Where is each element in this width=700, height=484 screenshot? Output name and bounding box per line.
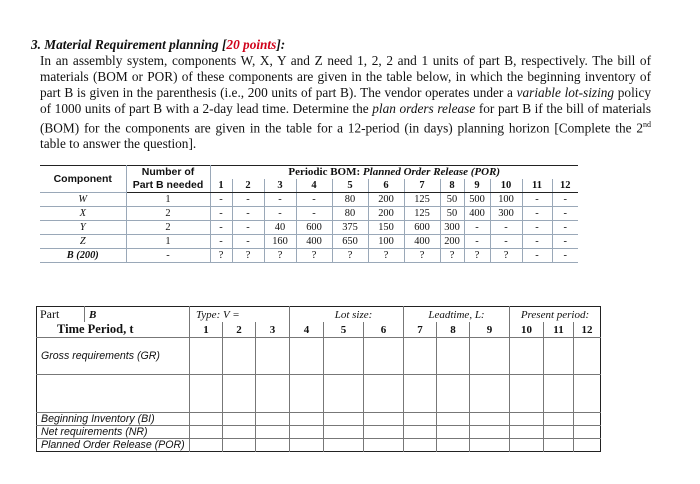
plan-cell[interactable] <box>404 338 437 375</box>
plan-cell[interactable] <box>404 439 437 452</box>
bom-cell: 40 <box>264 221 296 235</box>
plan-cell[interactable] <box>574 413 601 426</box>
bom-cell: - <box>296 193 332 207</box>
bom-cell: 125 <box>404 207 440 221</box>
part-label: Part <box>40 307 60 321</box>
plan-cell[interactable] <box>223 439 256 452</box>
plan-cell[interactable] <box>544 413 574 426</box>
bom-cell: - <box>232 193 264 207</box>
plan-period-header: 5 <box>324 322 364 338</box>
bom-cell: 125 <box>404 193 440 207</box>
plan-cell[interactable] <box>437 439 470 452</box>
bom-row <box>40 235 578 249</box>
bom-period-header: 11 <box>522 179 552 193</box>
bom-cell: 400 <box>296 235 332 249</box>
bom-cell: - <box>552 221 578 235</box>
bom-cell: - <box>522 193 552 207</box>
plan-period-header: 1 <box>190 322 223 338</box>
plan-period-header: 3 <box>256 322 290 338</box>
bom-cell: - <box>552 193 578 207</box>
bom-header-component: Component <box>40 166 126 193</box>
planning-table <box>36 306 601 452</box>
plan-cell[interactable] <box>364 439 404 452</box>
bom-need: 1 <box>126 235 210 249</box>
plan-cell[interactable] <box>470 439 510 452</box>
plan-period-header: 8 <box>437 322 470 338</box>
plan-cell[interactable] <box>364 426 404 439</box>
plan-cell[interactable] <box>256 375 290 413</box>
plan-cell[interactable] <box>190 375 223 413</box>
plan-cell[interactable] <box>364 375 404 413</box>
bom-cell: 50 <box>440 193 464 207</box>
bom-row <box>40 249 578 263</box>
plan-cell[interactable] <box>470 375 510 413</box>
plan-cell[interactable] <box>404 426 437 439</box>
planned-order-release-label: Planned Order Release (POR) <box>37 439 190 452</box>
points-label: 20 points <box>226 37 277 52</box>
bom-cell: - <box>210 221 232 235</box>
plan-cell[interactable] <box>290 338 324 375</box>
bom-period-header: 12 <box>552 179 578 193</box>
bom-cell: 160 <box>264 235 296 249</box>
bom-cell: ? <box>368 249 404 263</box>
plan-cell[interactable] <box>470 413 510 426</box>
bom-cell: ? <box>210 249 232 263</box>
bom-cell: ? <box>264 249 296 263</box>
bom-table <box>40 165 578 263</box>
bom-row <box>40 193 578 207</box>
bom-cell: - <box>232 235 264 249</box>
plan-cell[interactable] <box>223 375 256 413</box>
bom-cell: 600 <box>404 221 440 235</box>
plan-cell[interactable] <box>470 338 510 375</box>
bom-cell: - <box>464 235 490 249</box>
plan-cell[interactable] <box>223 413 256 426</box>
plan-cell[interactable] <box>223 426 256 439</box>
plan-cell[interactable] <box>437 413 470 426</box>
plan-cell[interactable] <box>223 338 256 375</box>
plan-cell[interactable] <box>510 338 544 375</box>
plan-cell[interactable] <box>256 413 290 426</box>
bom-cell: 80 <box>332 207 368 221</box>
leadtime-label: Leadtime, L: <box>404 307 510 323</box>
plan-cell[interactable] <box>574 338 601 375</box>
plan-cell[interactable] <box>290 426 324 439</box>
plan-period-header: 7 <box>404 322 437 338</box>
bom-cell: ? <box>296 249 332 263</box>
bom-cell: - <box>210 235 232 249</box>
bom-cell: - <box>232 221 264 235</box>
bom-cell: 500 <box>464 193 490 207</box>
plan-cell[interactable] <box>190 426 223 439</box>
plan-cell[interactable] <box>510 413 544 426</box>
bom-cell: 50 <box>440 207 464 221</box>
plan-period-header: 2 <box>223 322 256 338</box>
bom-period-header: 10 <box>490 179 522 193</box>
bom-period-header: 9 <box>464 179 490 193</box>
bom-cell: 300 <box>440 221 464 235</box>
bom-period-header: 8 <box>440 179 464 193</box>
bom-need: 2 <box>126 221 210 235</box>
plan-cell[interactable] <box>290 439 324 452</box>
bom-row <box>40 207 578 221</box>
time-period-label: Time Period, t <box>57 322 134 336</box>
bom-need: - <box>126 249 210 263</box>
bom-period-header: 2 <box>232 179 264 193</box>
bom-header-number: Number of <box>126 166 210 180</box>
bom-cell: - <box>522 221 552 235</box>
question-title: 3. Material Requirement planning [20 points]: <box>31 37 286 52</box>
bom-cell: - <box>464 221 490 235</box>
beginning-inventory-label: Beginning Inventory (BI) <box>37 413 190 426</box>
bom-cell: - <box>552 249 578 263</box>
bom-period-header: 3 <box>264 179 296 193</box>
bom-header-periodic: Periodic BOM: Planned Order Release (POR) <box>210 166 578 180</box>
bom-cell: - <box>552 207 578 221</box>
plan-cell[interactable] <box>190 413 223 426</box>
plan-cell[interactable] <box>470 426 510 439</box>
bom-need: 2 <box>126 207 210 221</box>
bom-component: Z <box>40 235 126 249</box>
bom-cell: 400 <box>464 207 490 221</box>
plan-cell[interactable] <box>510 375 544 413</box>
bom-row <box>40 221 578 235</box>
bom-cell: 600 <box>296 221 332 235</box>
plan-cell[interactable] <box>364 338 404 375</box>
bom-cell: 100 <box>490 193 522 207</box>
question-block <box>31 37 651 152</box>
bom-cell: ? <box>440 249 464 263</box>
plan-cell[interactable] <box>574 426 601 439</box>
bom-cell: 650 <box>332 235 368 249</box>
plan-cell[interactable] <box>324 439 364 452</box>
plan-cell[interactable] <box>324 413 364 426</box>
bom-need: 1 <box>126 193 210 207</box>
plan-cell[interactable] <box>290 375 324 413</box>
type-label: Type: V = <box>190 307 290 323</box>
bom-cell: - <box>522 235 552 249</box>
bom-period-header: 4 <box>296 179 332 193</box>
bom-cell: 300 <box>490 207 522 221</box>
bom-component: Y <box>40 221 126 235</box>
bom-header-part-b: Part B needed <box>126 179 210 193</box>
bom-cell: - <box>490 235 522 249</box>
plan-cell[interactable] <box>256 439 290 452</box>
bom-cell: ? <box>490 249 522 263</box>
plan-period-header: 10 <box>510 322 544 338</box>
plan-period-header: 4 <box>290 322 324 338</box>
bom-cell: - <box>210 207 232 221</box>
plan-cell[interactable] <box>510 439 544 452</box>
bom-period-header: 6 <box>368 179 404 193</box>
net-requirements-label: Net requirements (NR) <box>37 426 190 439</box>
bom-component: X <box>40 207 126 221</box>
plan-period-header: 9 <box>470 322 510 338</box>
bom-cell: 200 <box>440 235 464 249</box>
plan-cell[interactable] <box>544 439 574 452</box>
blank-label <box>37 375 190 413</box>
plan-cell[interactable] <box>437 338 470 375</box>
bom-cell: - <box>522 207 552 221</box>
plan-cell[interactable] <box>324 375 364 413</box>
bom-cell: 80 <box>332 193 368 207</box>
bom-cell: 150 <box>368 221 404 235</box>
plan-cell[interactable] <box>544 338 574 375</box>
plan-cell[interactable] <box>437 375 470 413</box>
bom-cell: 100 <box>368 235 404 249</box>
plan-cell[interactable] <box>364 413 404 426</box>
bom-cell: 200 <box>368 193 404 207</box>
plan-cell[interactable] <box>544 375 574 413</box>
bom-cell: - <box>552 235 578 249</box>
plan-cell[interactable] <box>404 375 437 413</box>
bom-cell: 400 <box>404 235 440 249</box>
bom-period-header: 5 <box>332 179 368 193</box>
bom-cell: 375 <box>332 221 368 235</box>
bom-period-header: 7 <box>404 179 440 193</box>
plan-cell[interactable] <box>574 375 601 413</box>
bom-cell: ? <box>464 249 490 263</box>
bom-cell: - <box>232 207 264 221</box>
plan-cell[interactable] <box>256 426 290 439</box>
plan-period-header: 11 <box>544 322 574 338</box>
plan-period-header: 12 <box>574 322 601 338</box>
present-period-label: Present period: <box>510 307 601 323</box>
bom-component: B (200) <box>40 249 126 263</box>
bom-cell: ? <box>404 249 440 263</box>
lot-size-label: Lot size: <box>290 307 404 323</box>
plan-cell[interactable] <box>290 413 324 426</box>
bom-cell: - <box>264 207 296 221</box>
plan-cell[interactable] <box>574 439 601 452</box>
gross-requirements-label: Gross requirements (GR) <box>37 338 190 375</box>
plan-cell[interactable] <box>256 338 290 375</box>
plan-cell[interactable] <box>324 338 364 375</box>
bom-cell: - <box>296 207 332 221</box>
part-value: B <box>85 307 190 323</box>
bom-cell: - <box>210 193 232 207</box>
bom-cell: - <box>522 249 552 263</box>
bom-cell: - <box>490 221 522 235</box>
bom-cell: ? <box>232 249 264 263</box>
bom-cell: 200 <box>368 207 404 221</box>
plan-cell[interactable] <box>190 338 223 375</box>
plan-cell[interactable] <box>544 426 574 439</box>
plan-cell[interactable] <box>437 426 470 439</box>
plan-period-header: 6 <box>364 322 404 338</box>
bom-cell: ? <box>332 249 368 263</box>
plan-cell[interactable] <box>324 426 364 439</box>
plan-cell[interactable] <box>190 439 223 452</box>
bom-cell: - <box>264 193 296 207</box>
bom-component: W <box>40 193 126 207</box>
plan-cell[interactable] <box>510 426 544 439</box>
bom-period-header: 1 <box>210 179 232 193</box>
plan-cell[interactable] <box>404 413 437 426</box>
question-text: In an assembly system, components W, X, Y and Z need 1, 2, 2 and 1 units of part B, respectively. The bill of materials (BOM or POR) of these components are given in the table below, in which the beginning inventory of part B is given in the parenthesis (i.e., 200 units of part B). The vendor operates under a variable lot-sizing policy of 1000 units of part B with a 2-day lead time. Determine the plan orders release for part B if the bill of materials (BOM) for the components are given in the table for a 12-period (in days) planning horizon [Complete the 2nd table to answer the question]. <box>40 53 652 152</box>
